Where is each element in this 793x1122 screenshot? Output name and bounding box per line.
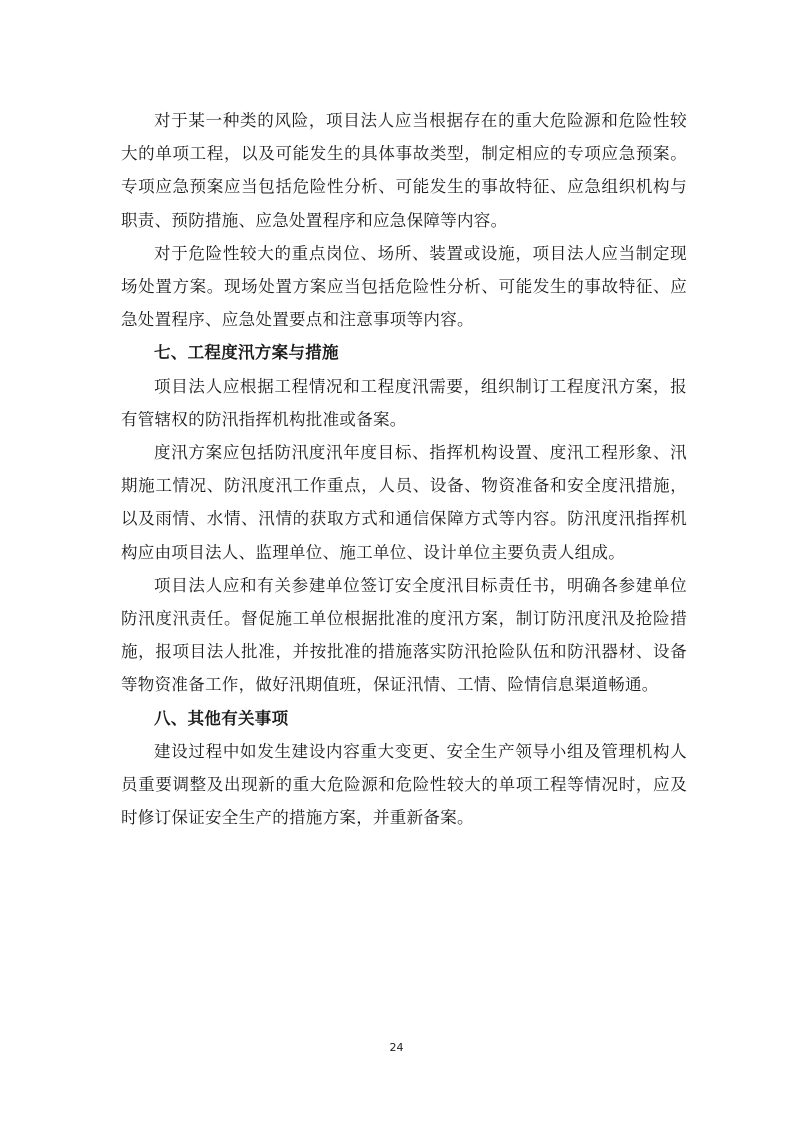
paragraph-revision-requirements: 建设过程中如发生建设内容重大变更、安全生产领导小组及管理机构人员重要调整及出现新的重大危险源和危险性较大的单项工程等情况时，应及时修订保证安全生产的措施方案，并重新备案。 bbox=[121, 741, 687, 828]
paragraph-flood-plan-approval: 项目法人应根据工程情况和工程度汛需要，组织制订工程度汛方案，报有管辖权的防汛指挥机构批准或备案。 bbox=[121, 376, 687, 429]
paragraph-onsite-disposal-plan: 对于危险性较大的重点岗位、场所、装置或设施，项目法人应当制定现场处置方案。现场处置方案应当包括危险性分析、可能发生的事故特征、应急处置程序、应急处置要点和注意事项等内容。 bbox=[121, 243, 687, 330]
page-content bbox=[121, 104, 687, 834]
paragraph-flood-plan-contents: 度汛方案应包括防汛度汛年度目标、指挥机构设置、度汛工程形象、汛期施工情况、防汛度汛工作重点，人员、设备、物资准备和安全度汛措施，以及雨情、水情、汛情的获取方式和通信保障方式等内容。防汛度汛指挥机构应由项目法人、监理单位、施工单位、设计单位主要负责人组成。 bbox=[121, 443, 687, 562]
section-heading-other-matters: 八、其他有关事项 bbox=[154, 708, 289, 728]
section-heading-flood-plan: 七、工程度汛方案与措施 bbox=[154, 343, 339, 363]
paragraph-flood-responsibility: 项目法人应和有关参建单位签订安全度汛目标责任书，明确各参建单位防汛度汛责任。督促施工单位根据批准的度汛方案，制订防汛度汛及抢险措施，报项目法人批准，并按批准的措施落实防汛抢险队伍和防汛器材、设备等物资准备工作，做好汛期值班，保证汛情、工情、险情信息渠道畅通。 bbox=[121, 575, 687, 695]
paragraph-special-emergency-plan: 对于某一种类的风险，项目法人应当根据存在的重大危险源和危险性较大的单项工程，以及可能发生的具体事故类型，制定相应的专项应急预案。专项应急预案应当包括危险性分析、可能发生的事故特征、应急组织机构与职责、预防措施、应急处置程序和应急保障等内容。 bbox=[121, 111, 687, 230]
page-number: 24 bbox=[389, 1041, 404, 1054]
